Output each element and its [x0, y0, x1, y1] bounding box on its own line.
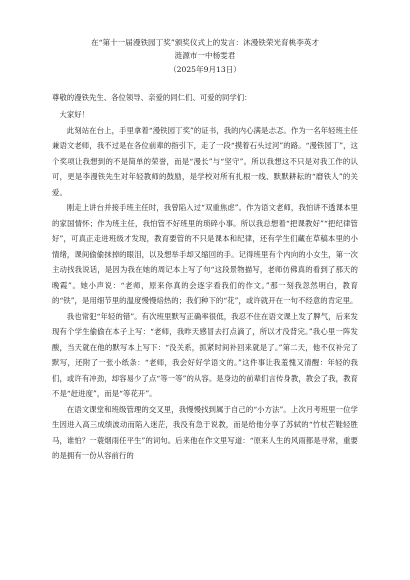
- document-page: [52, 36, 358, 464]
- speech-title-block: [52, 36, 358, 76]
- body-paragraph: 在语文课堂和班级管理的交叉里，我慢慢找到属于自己的“小方法”。上次月考班里一位学生因进入高三成绩波动而陷入迷茫，我没有急于说教，而是给他分享了苏轼的“竹杖芒鞋轻胜马，谁怕？一蓑烟雨任平生”的词句。后来他在作文里写道：“原来人生的风雨都是寻常，重要的是拥有一份从容前行的: [52, 404, 358, 460]
- body-paragraph: 我也常犯“年轻的错”。有次班里默写正确率很低，我忍不住在语文课上发了脾气，后来发现有个学生偷偷在本子上写：“老师，我昨天感冒去打点滴了，所以才没背完。”我心里一阵发酸，当天就在他的默写本上写下：“没关系，抓紧时间补回来就是了。”第二天，他不仅补完了默写，还附了一张小纸条：“老师，我会好好学语文的。”这件事让我羞愧又清醒：年轻的我们，或许有冲劲，却容易少了点“等一等”的从容。是身边的前辈们言传身教，教会了我，教育不是“赶进度”，而是“等花开”。: [52, 311, 358, 398]
- salutation: 尊敬的漫铁先生、各位领导、亲爱的同仁们、可爱的同学们：: [52, 93, 252, 102]
- body-paragraph: 此刻站在台上，手里拿着“漫铁园丁奖”的证书，我的内心满是忐忑。作为一名年轻班主任兼语文老师，我不过是在各位前辈的指引下，走了一段“摸着石头过河”的路。“漫铁园丁”，这个奖项让我想到的不是简单的荣誉，而是“漫长”与“坚守”。所以我想这不只是对我工作的认可，更是李漫铁先生对年轻教师的鼓励，是学校对所有扎根一线、默默耕耘的“磨铁人”的关爱。: [52, 125, 358, 197]
- greeting-paragraph: 大家好！: [59, 110, 90, 119]
- speech-date: （2025年9月13日）: [169, 65, 241, 74]
- body-paragraph: 刚走上讲台并接手班主任时，我曾陷入过“双重焦虑”。作为语文老师，我怕讲不透课本里的家国情怀；作为班主任，我怕管不好班里的琐碎小事。所以我总想着“把课教好”“把纪律管好”，可真正走进班级才发现，教育要管的不只是课本和纪律，还有学生们藏在草稿本里的小情绪，课间偷偷抹掉的眼泪，以及想举手却又缩回的手。记得班里有个内向的小女生，第一次主动找我说话，是因为我在她的周记本上写了句“这段景物描写，老师仿佛真的看到了那天的晚霞”。她小声说：“老师，原来你真的会逐字看我们的作文。”那一刻我忽然明白，教育的“铁”，是用细节里的温度慢慢焙热的；我们种下的“花”，或许就开在一句不经意的肯定里。: [52, 203, 358, 305]
- speaker-line: 涟源市一中杨雯君: [174, 51, 236, 60]
- speech-title: 在“第十一届漫铁园丁奖”颁奖仪式上的发言：沐漫铁荣光育桃李英才: [91, 38, 319, 47]
